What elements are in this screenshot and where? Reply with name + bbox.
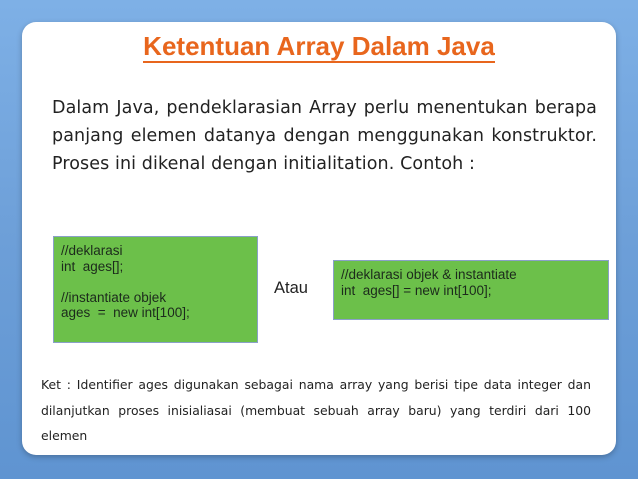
slide-title-text: Ketentuan Array Dalam Java	[143, 31, 495, 61]
slide-title	[0, 31, 638, 62]
code-box-combined: //deklarasi objek & instantiate int ages[] = new int[100];	[333, 260, 609, 320]
code-box-declaration: //deklarasi int ages[]; //instantiate objek ages = new int[100];	[53, 236, 258, 343]
intro-paragraph: Dalam Java, pendeklarasian Array perlu menentukan berapa panjang elemen datanya dengan menggunakan konstruktor. Proses ini dikenal dengan initialitation. Contoh :	[52, 98, 597, 174]
separator-label: Atau	[274, 279, 308, 297]
note-paragraph: Ket : Identifier ages digunakan sebagai nama array yang berisi tipe data integer dan dilanjutkan proses inisialiasai (membuat sebuah array baru) yang terdiri dari 100 elemen	[41, 377, 591, 443]
